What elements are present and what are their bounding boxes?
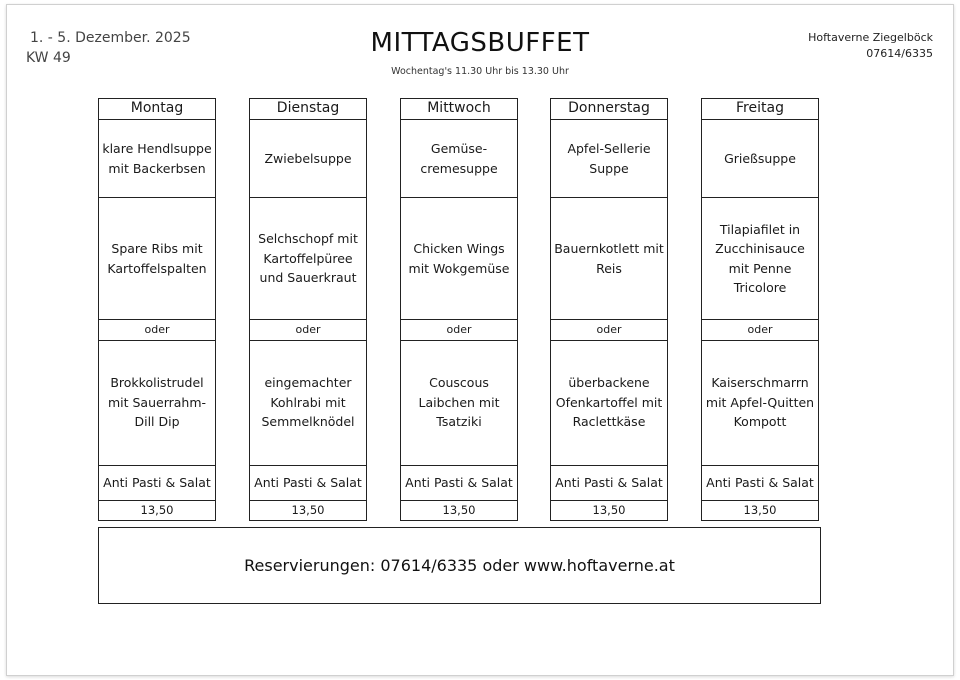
- venue-info: [808, 30, 933, 62]
- day-name: Montag: [99, 99, 215, 120]
- soup-dish: Apfel-Sellerie Suppe: [551, 120, 667, 199]
- day-name: Freitag: [702, 99, 818, 120]
- calendar-week: KW 49: [26, 50, 71, 66]
- alternative-dish: Couscous Laibchen mit Tsatziki: [401, 341, 517, 466]
- day-name: Donnerstag: [551, 99, 667, 120]
- main-dish: Selchschopf mit Kartoffelpüree und Sauerkraut: [250, 198, 366, 319]
- soup-dish: klare Hendlsuppe mit Backerbsen: [99, 120, 215, 199]
- day-column-freitag: [701, 98, 819, 521]
- or-separator: oder: [702, 320, 818, 341]
- price: 13,50: [291, 502, 325, 517]
- day-name: Dienstag: [250, 99, 366, 120]
- day-column-montag: [98, 98, 216, 521]
- reservation-text: Reservierungen: 07614/6335 oder www.hoftaverne.at: [244, 556, 675, 575]
- venue-name: Hoftaverne Ziegelböck: [808, 31, 933, 44]
- day-column-mittwoch: [400, 98, 518, 521]
- venue-phone: 07614/6335: [866, 47, 933, 60]
- salad-option: Anti Pasti & Salat: [702, 466, 818, 501]
- main-dish: Spare Ribs mit Kartoffelspalten: [99, 198, 215, 319]
- salad-option: Anti Pasti & Salat: [250, 466, 366, 501]
- price: 13,50: [743, 502, 777, 517]
- salad-option: Anti Pasti & Salat: [401, 466, 517, 501]
- price: 13,50: [140, 502, 174, 517]
- day-column-dienstag: [249, 98, 367, 521]
- main-dish: Bauernkotlett mit Reis: [551, 198, 667, 319]
- or-separator: oder: [401, 320, 517, 341]
- salad-option: Anti Pasti & Salat: [551, 466, 667, 501]
- main-dish: Tilapiafilet in Zucchinisauce mit Penne Tricolore: [702, 198, 818, 319]
- or-separator: oder: [99, 320, 215, 341]
- alternative-dish: Brokkolistrudel mit Sauerrahm-Dill Dip: [99, 341, 215, 466]
- or-separator: oder: [250, 320, 366, 341]
- page-title: MITTAGSBUFFET: [370, 28, 590, 58]
- salad-option: Anti Pasti & Salat: [99, 466, 215, 501]
- soup-dish: Grießsuppe: [702, 120, 818, 199]
- alternative-dish: überbackene Ofenkartoffel mit Raclettkäse: [551, 341, 667, 466]
- day-name: Mittwoch: [401, 99, 517, 120]
- alternative-dish: eingemachter Kohlrabi mit Semmelknödel: [250, 341, 366, 466]
- main-dish: Chicken Wings mit Wokgemüse: [401, 198, 517, 319]
- serving-hours: Wochentag's 11.30 Uhr bis 13.30 Uhr: [391, 66, 569, 77]
- alternative-dish: Kaiserschmarrn mit Apfel-Quitten Kompott: [702, 341, 818, 466]
- soup-dish: Gemüse-cremesuppe: [401, 120, 517, 199]
- soup-dish: Zwiebelsuppe: [250, 120, 366, 199]
- date-range: 1. - 5. Dezember. 2025: [30, 30, 191, 46]
- reservation-box: [98, 527, 821, 604]
- price: 13,50: [442, 502, 476, 517]
- or-separator: oder: [551, 320, 667, 341]
- day-column-donnerstag: [550, 98, 668, 521]
- price: 13,50: [592, 502, 626, 517]
